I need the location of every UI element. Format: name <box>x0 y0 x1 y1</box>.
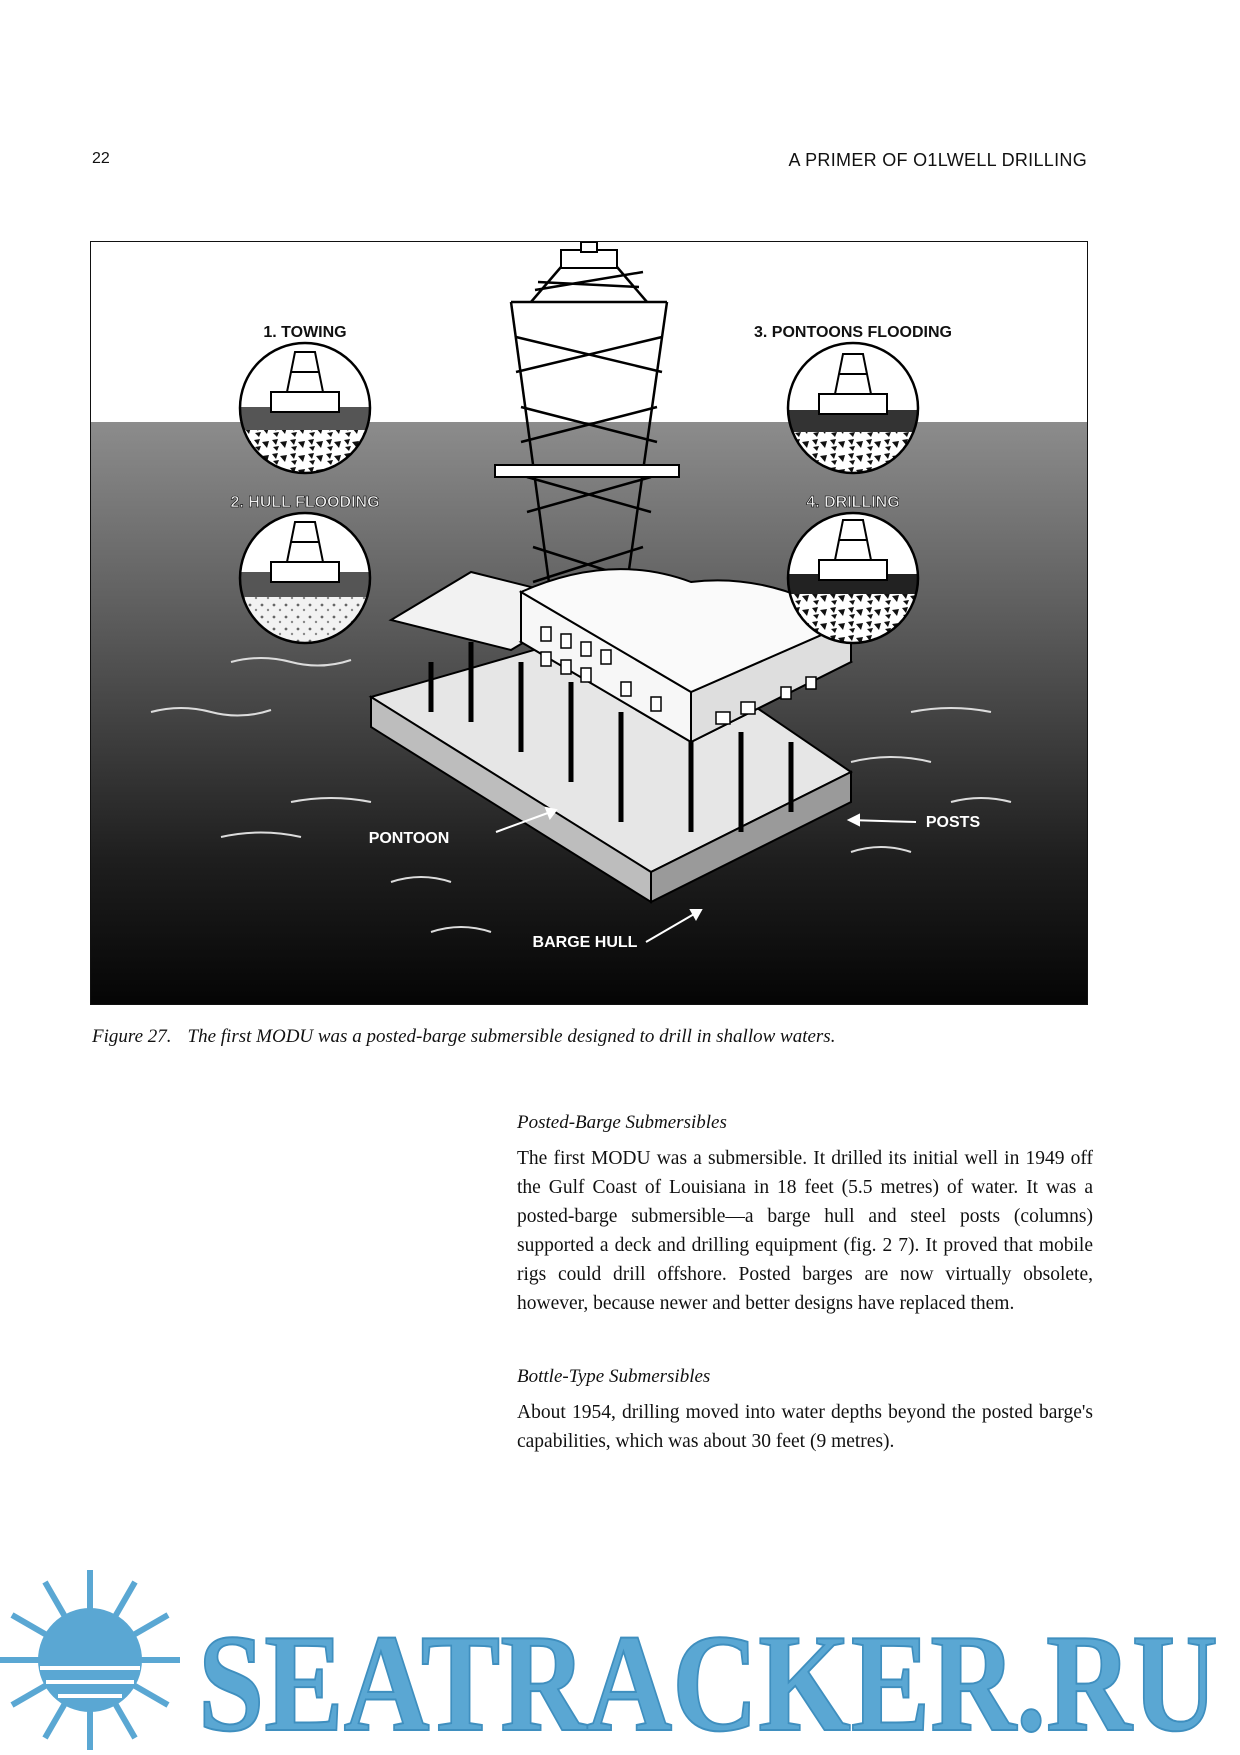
label-pontoon: PONTOON <box>368 830 450 847</box>
section-heading-bottle-type: Bottle-Type Submersibles <box>517 1366 711 1387</box>
watermark-text: SEATRACKER.RU <box>198 1606 1218 1755</box>
sun-logo-icon <box>0 1570 180 1750</box>
label-towing: 1. TOWING <box>263 324 347 341</box>
label-drilling: 4. DRILLING <box>806 494 900 511</box>
caption-text: The first MODU was a posted-barge submersible designed to drill in shallow waters. <box>187 1026 836 1047</box>
section-body-posted-barge: The first MODU was a submersible. It drilled its initial well in 1949 off the Gulf Coast of Louisiana in 18 feet (5.5 metres) of water. It was a posted-barge submersible—a barge hull and steel posts (columns) supported a deck and drilling equipment (fig. 2 7). It proved that mobile rigs could drill offshore. Posted barges are now virtually obsolete, however, because newer and better designs have replaced them. <box>517 1148 1093 1314</box>
label-pontoons-flooding: 3. PONTOONS FLOODING <box>754 324 952 341</box>
rig-illustration <box>91 242 1088 1005</box>
watermark <box>0 1560 1240 1755</box>
label-posts: POSTS <box>925 814 981 831</box>
page-number: 22 <box>92 150 110 167</box>
label-barge-hull: BARGE HULL <box>532 934 638 951</box>
section-body-bottle-type: About 1954, drilling moved into water depths beyond the posted barge's capabilities, which was about 30 feet (9 metres). <box>517 1402 1093 1452</box>
section-heading-posted-barge: Posted-Barge Submersibles <box>517 1112 727 1133</box>
figure-caption <box>92 1026 1142 1048</box>
caption-figure-number: Figure 27. <box>92 1026 172 1047</box>
label-hull-flooding: 2. HULL FLOODING <box>230 494 380 511</box>
figure-27 <box>90 241 1088 1005</box>
running-title: A PRIMER OF O1LWELL DRILLING <box>788 150 1087 170</box>
